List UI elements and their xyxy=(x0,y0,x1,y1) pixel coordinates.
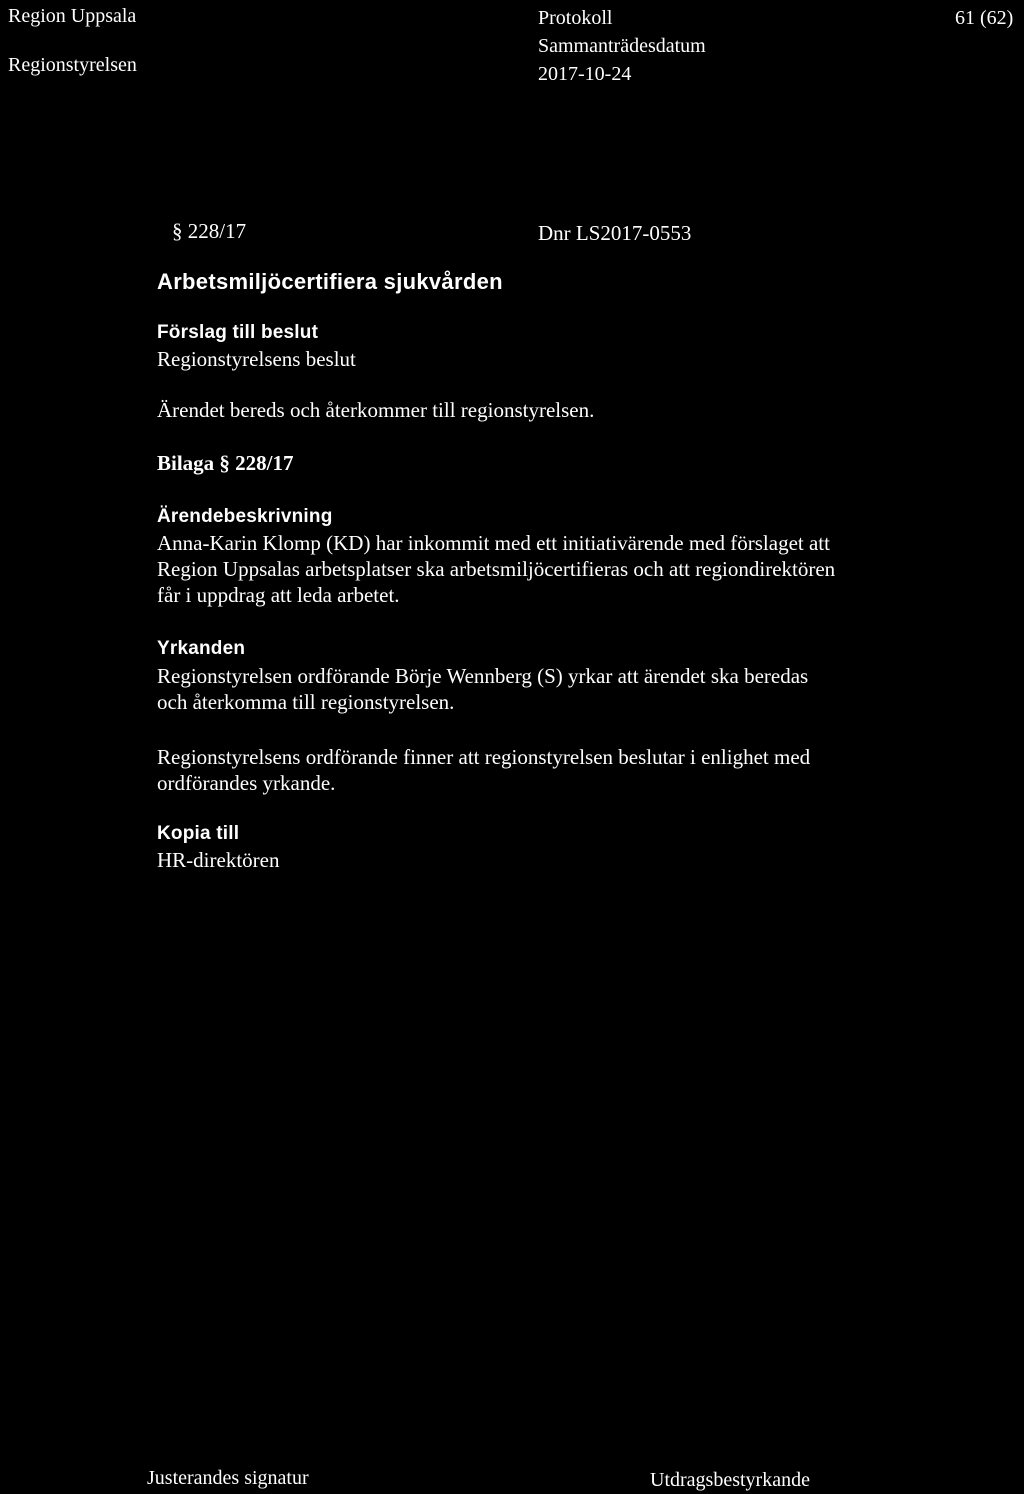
description-line: Anna-Karin Klomp (KD) har inkommit med ett initiativärende med förslaget att xyxy=(157,531,830,555)
motions-line: Regionstyrelsen ordförande Börje Wennberg (S) yrkar att ärendet ska beredas xyxy=(157,664,809,688)
diary-number: Dnr LS2017-0553 xyxy=(538,221,692,245)
motions-paragraph-2 xyxy=(157,744,917,796)
motions-line: och återkomma till regionstyrelsen. xyxy=(157,690,455,714)
proposal-text: Ärendet bereds och återkommer till regionstyrelsen. xyxy=(157,398,595,422)
doc-type: Protokoll xyxy=(538,7,613,29)
item-title: Arbetsmiljöcertifiera sjukvården xyxy=(157,269,503,294)
proposal-subheading: Regionstyrelsens beslut xyxy=(157,347,356,371)
motions-line: Regionstyrelsens ordförande finner att regionstyrelsen beslutar i enlighet med xyxy=(157,745,811,769)
page-number: 61 (62) xyxy=(955,7,1014,29)
description-line: får i uppdrag att leda arbetet. xyxy=(157,583,400,607)
paragraph-number: § 228/17 xyxy=(172,219,247,243)
description-heading: Ärendebeskrivning xyxy=(157,506,333,527)
proposal-heading: Förslag till beslut xyxy=(157,322,319,343)
signature-label: Justerandes signatur xyxy=(147,1467,309,1489)
unit-name: Regionstyrelsen xyxy=(8,54,137,76)
org-name: Region Uppsala xyxy=(8,5,137,27)
extract-label: Utdragsbestyrkande xyxy=(650,1469,810,1491)
description-line: Region Uppsalas arbetsplatser ska arbetsmiljöcertifieras och att regiondirektören xyxy=(157,557,836,581)
motions-paragraph-1 xyxy=(157,663,917,715)
attachment-label: Bilaga § 228/17 xyxy=(157,451,294,475)
copy-recipient: HR-direktören xyxy=(157,848,280,872)
motions-line: ordförandes yrkande. xyxy=(157,771,336,795)
description-text xyxy=(157,530,917,608)
motions-heading: Yrkanden xyxy=(157,638,246,659)
copy-heading: Kopia till xyxy=(157,823,240,844)
date-label: Sammanträdesdatum xyxy=(538,35,706,57)
meeting-date: 2017-10-24 xyxy=(538,63,632,85)
